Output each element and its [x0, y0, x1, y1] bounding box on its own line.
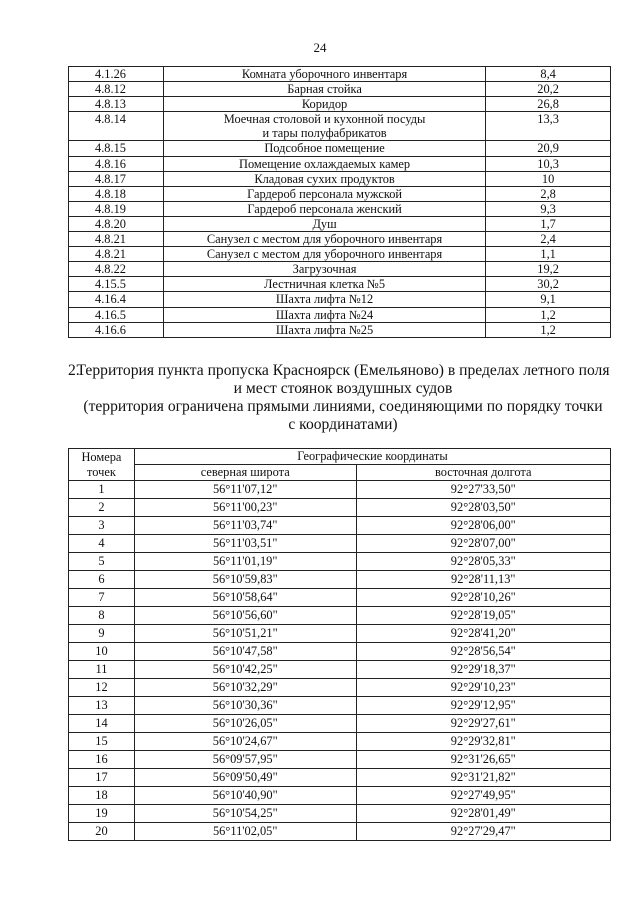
longitude-value: 92°28'05,33"	[356, 553, 611, 571]
room-row	[69, 171, 611, 186]
coordinates-table	[68, 448, 611, 841]
room-code: 4.1.26	[69, 67, 164, 82]
longitude-value: 92°28'19,05"	[356, 607, 611, 625]
room-code: 4.16.5	[69, 307, 164, 322]
room-name: Шахта лифта №25	[163, 322, 485, 337]
page-number: 24	[313, 40, 327, 55]
room-name: Гардероб персонала мужской	[163, 186, 485, 201]
room-name: Гардероб персонала женский	[163, 201, 485, 216]
room-code: 4.8.22	[69, 262, 164, 277]
point-number: 4	[69, 535, 135, 553]
room-row	[69, 97, 611, 112]
room-name: Кладовая сухих продуктов	[163, 171, 485, 186]
room-code: 4.8.18	[69, 186, 164, 201]
point-number: 3	[69, 517, 135, 535]
room-code: 4.8.20	[69, 216, 164, 231]
room-name: Шахта лифта №24	[163, 307, 485, 322]
point-number: 7	[69, 589, 135, 607]
room-code: 4.8.15	[69, 141, 164, 156]
coordinate-row	[69, 661, 611, 679]
latitude-value: 56°10'30,36"	[134, 697, 356, 715]
latitude-value: 56°10'26,05"	[134, 715, 356, 733]
point-number: 20	[69, 823, 135, 841]
room-row	[69, 216, 611, 231]
longitude-value: 92°27'33,50"	[356, 481, 611, 499]
coordinate-row	[69, 607, 611, 625]
point-number: 11	[69, 661, 135, 679]
header-longitude: восточная долгота	[356, 465, 611, 481]
latitude-value: 56°11'01,19"	[134, 553, 356, 571]
header-latitude: северная широта	[134, 465, 356, 481]
header-geo-coordinates: Географические координаты	[134, 449, 610, 465]
point-number: 14	[69, 715, 135, 733]
section-heading	[68, 362, 618, 434]
room-row	[69, 262, 611, 277]
room-row	[69, 82, 611, 97]
room-row	[69, 307, 611, 322]
longitude-value: 92°28'07,00"	[356, 535, 611, 553]
rooms-table	[68, 66, 611, 338]
room-area: 10	[486, 171, 611, 186]
section-title-line: (территория ограничена прямыми линиями, соединяющими по порядку точки	[83, 398, 603, 415]
latitude-value: 56°10'42,25"	[134, 661, 356, 679]
coordinate-row	[69, 823, 611, 841]
longitude-value: 92°29'12,95"	[356, 697, 611, 715]
longitude-value: 92°28'11,13"	[356, 571, 611, 589]
room-row	[69, 186, 611, 201]
longitude-value: 92°27'29,47"	[356, 823, 611, 841]
coordinate-row	[69, 715, 611, 733]
room-code: 4.8.21	[69, 247, 164, 262]
section-title	[68, 362, 618, 434]
room-area: 30,2	[486, 277, 611, 292]
longitude-value: 92°28'01,49"	[356, 805, 611, 823]
longitude-value: 92°27'49,95"	[356, 787, 611, 805]
longitude-value: 92°28'41,20"	[356, 625, 611, 643]
room-area: 9,1	[486, 292, 611, 307]
room-code: 4.16.6	[69, 322, 164, 337]
point-number: 9	[69, 625, 135, 643]
coordinate-row	[69, 553, 611, 571]
room-area: 26,8	[486, 97, 611, 112]
room-code: 4.8.16	[69, 156, 164, 171]
room-code: 4.8.21	[69, 232, 164, 247]
coordinate-row	[69, 535, 611, 553]
point-number: 19	[69, 805, 135, 823]
coordinate-row	[69, 481, 611, 499]
point-number: 17	[69, 769, 135, 787]
room-name: Помещение охлаждаемых камер	[163, 156, 485, 171]
point-number: 12	[69, 679, 135, 697]
longitude-value: 92°29'27,61"	[356, 715, 611, 733]
room-name: Санузел с местом для уборочного инвентаря	[163, 232, 485, 247]
room-area: 20,9	[486, 141, 611, 156]
coordinate-row	[69, 769, 611, 787]
point-number: 2	[69, 499, 135, 517]
coordinate-row	[69, 805, 611, 823]
latitude-value: 56°10'47,58"	[134, 643, 356, 661]
room-area: 1,2	[486, 322, 611, 337]
point-number: 6	[69, 571, 135, 589]
latitude-value: 56°10'24,67"	[134, 733, 356, 751]
room-code: 4.8.12	[69, 82, 164, 97]
room-row	[69, 67, 611, 82]
longitude-value: 92°29'32,81"	[356, 733, 611, 751]
longitude-value: 92°29'10,23"	[356, 679, 611, 697]
room-name: Комната уборочного инвентаря	[163, 67, 485, 82]
point-number: 5	[69, 553, 135, 571]
longitude-value: 92°28'10,26"	[356, 589, 611, 607]
room-area: 20,2	[486, 82, 611, 97]
section-title-line: и мест стоянок воздушных судов	[233, 380, 453, 397]
room-area: 1,2	[486, 307, 611, 322]
point-number: 16	[69, 751, 135, 769]
room-code: 4.8.19	[69, 201, 164, 216]
latitude-value: 56°10'54,25"	[134, 805, 356, 823]
room-area: 2,8	[486, 186, 611, 201]
room-row	[69, 322, 611, 337]
longitude-value: 92°31'21,82"	[356, 769, 611, 787]
coordinate-row	[69, 787, 611, 805]
room-code: 4.15.5	[69, 277, 164, 292]
room-area: 13,3	[486, 112, 611, 141]
room-name: Моечная столовой и кухонной посуды и тары полуфабрикатов	[163, 112, 485, 141]
coordinate-row	[69, 571, 611, 589]
room-row	[69, 201, 611, 216]
longitude-value: 92°31'26,65"	[356, 751, 611, 769]
latitude-value: 56°11'07,12"	[134, 481, 356, 499]
rooms-table-body	[69, 67, 611, 338]
room-name: Загрузочная	[163, 262, 485, 277]
point-number: 15	[69, 733, 135, 751]
latitude-value: 56°10'56,60"	[134, 607, 356, 625]
coordinate-row	[69, 499, 611, 517]
room-name: Барная стойка	[163, 82, 485, 97]
longitude-value: 92°28'03,50"	[356, 499, 611, 517]
point-number: 8	[69, 607, 135, 625]
room-area: 9,3	[486, 201, 611, 216]
coordinates-table-body	[69, 481, 611, 841]
section-title-line: с координатами)	[288, 416, 398, 433]
room-name: Шахта лифта №12	[163, 292, 485, 307]
coordinate-row	[69, 517, 611, 535]
room-name: Санузел с местом для уборочного инвентаря	[163, 247, 485, 262]
latitude-value: 56°11'00,23"	[134, 499, 356, 517]
room-name: Лестничная клетка №5	[163, 277, 485, 292]
coordinate-row	[69, 679, 611, 697]
room-area: 8,4	[486, 67, 611, 82]
room-row	[69, 292, 611, 307]
coordinate-row	[69, 751, 611, 769]
latitude-value: 56°09'57,95"	[134, 751, 356, 769]
point-number: 10	[69, 643, 135, 661]
latitude-value: 56°11'02,05"	[134, 823, 356, 841]
room-name: Подсобное помещение	[163, 141, 485, 156]
room-row	[69, 232, 611, 247]
room-row	[69, 277, 611, 292]
room-area: 1,7	[486, 216, 611, 231]
room-code: 4.8.13	[69, 97, 164, 112]
latitude-value: 56°10'59,83"	[134, 571, 356, 589]
point-number: 13	[69, 697, 135, 715]
latitude-value: 56°10'40,90"	[134, 787, 356, 805]
coordinate-row	[69, 697, 611, 715]
room-area: 1,1	[486, 247, 611, 262]
latitude-value: 56°10'32,29"	[134, 679, 356, 697]
header-point-numbers: Номера точек	[69, 449, 135, 481]
longitude-value: 92°28'56,54"	[356, 643, 611, 661]
room-row	[69, 247, 611, 262]
latitude-value: 56°11'03,51"	[134, 535, 356, 553]
coordinate-row	[69, 643, 611, 661]
room-area: 19,2	[486, 262, 611, 277]
longitude-value: 92°29'18,37"	[356, 661, 611, 679]
room-area: 10,3	[486, 156, 611, 171]
room-area: 2,4	[486, 232, 611, 247]
room-code: 4.8.17	[69, 171, 164, 186]
room-name: Душ	[163, 216, 485, 231]
room-code: 4.8.14	[69, 112, 164, 141]
room-name: Коридор	[163, 97, 485, 112]
latitude-value: 56°10'58,64"	[134, 589, 356, 607]
room-row	[69, 156, 611, 171]
longitude-value: 92°28'06,00"	[356, 517, 611, 535]
section-title-line: Территория пункта пропуска Красноярск (Емельяново) в пределах летного поля	[76, 362, 610, 379]
point-number: 18	[69, 787, 135, 805]
latitude-value: 56°10'51,21"	[134, 625, 356, 643]
room-row	[69, 112, 611, 141]
room-code: 4.16.4	[69, 292, 164, 307]
coordinate-row	[69, 733, 611, 751]
coordinate-row	[69, 625, 611, 643]
latitude-value: 56°09'50,49"	[134, 769, 356, 787]
latitude-value: 56°11'03,74"	[134, 517, 356, 535]
coordinate-row	[69, 589, 611, 607]
point-number: 1	[69, 481, 135, 499]
room-row	[69, 141, 611, 156]
section-number: 2.	[68, 362, 80, 379]
